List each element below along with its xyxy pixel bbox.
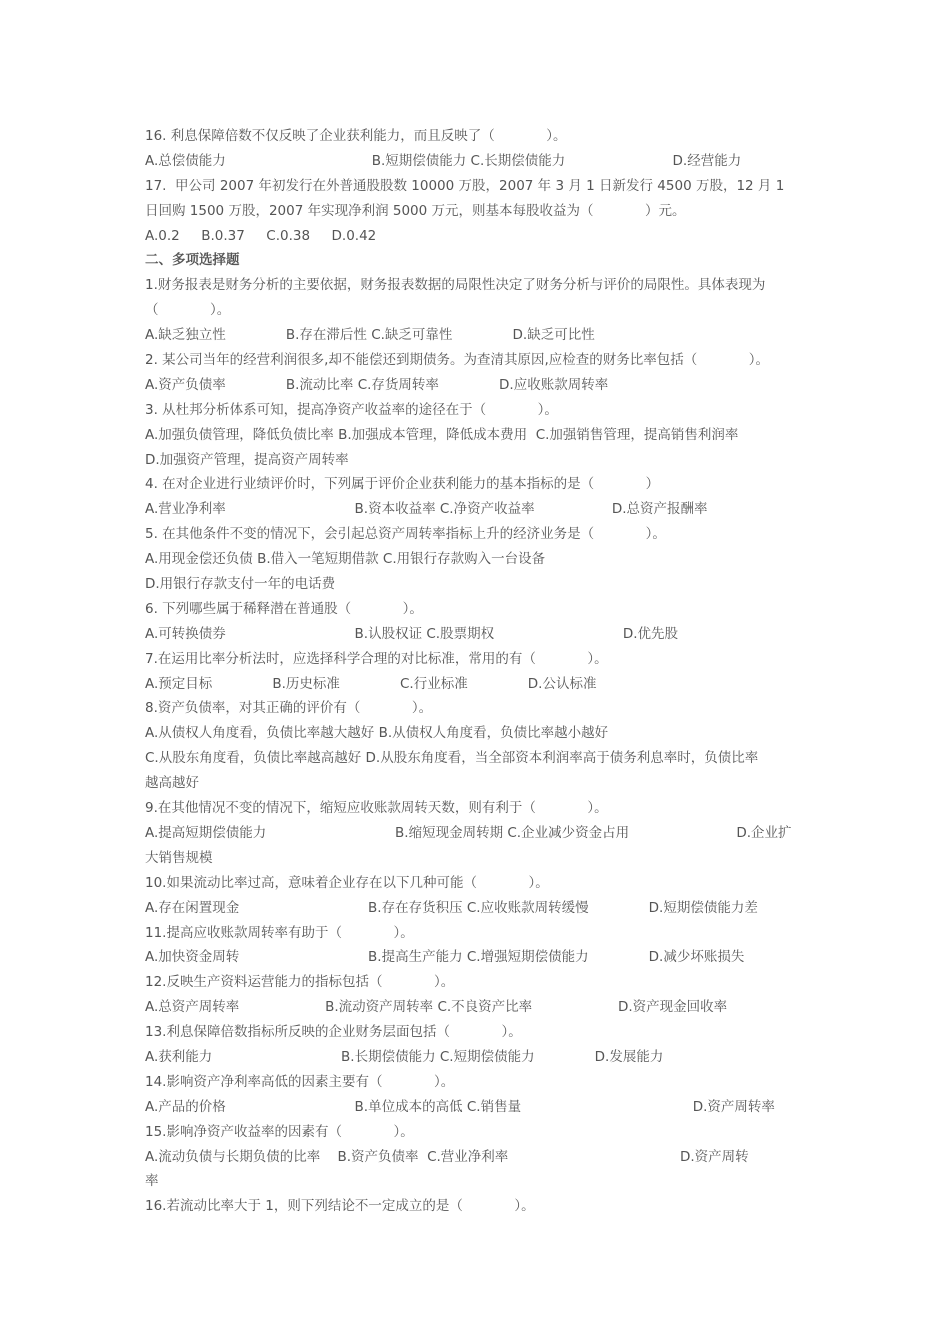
mc-question-7-stem: 7.在运用比率分析法时，应选择科学合理的对比标准，常用的有（ ）。 (145, 650, 608, 667)
mc-question-11-options: A.加快资金周转 B.提高生产能力 C.增强短期偿债能力 D.减少坏账损失 (145, 949, 745, 966)
mc-question-2-stem: 2. 某公司当年的经营利润很多,却不能偿还到期债务。为查清其原因,应检查的财务比率包括（ ）。 (145, 352, 769, 369)
mc-question-1-stem-cont: （ ）。 (145, 302, 231, 319)
mc-question-6-options: A.可转换债券 B.认股权证 C.股票期权 D.优先股 (145, 625, 679, 642)
question-16-stem: 16. 利息保障倍数不仅反映了企业获利能力，而且反映了（ ）。 (145, 128, 567, 144)
question-17-options: A.0.2 B.0.37 C.0.38 D.0.42 (145, 227, 377, 244)
mc-question-5-stem: 5. 在其他条件不变的情况下，会引起总资产周转率指标上升的经济业务是（ ）。 (145, 526, 666, 543)
mc-question-3-stem: 3. 从杜邦分析体系可知，提高净资产收益率的途径在于（ ）。 (145, 401, 558, 418)
mc-question-7-options: A.预定目标 B.历史标准 C.行业标准 D.公认标准 (145, 675, 597, 692)
mc-question-11-stem: 11.提高应收账款周转率有助于（ ）。 (145, 924, 414, 941)
mc-question-9-options-cont: 大销售规模 (145, 849, 213, 866)
mc-question-8-stem: 8.资产负债率，对其正确的评价有（ ）。 (145, 700, 433, 717)
mc-question-14-stem: 14.影响资产净利率高低的因素主要有（ ）。 (145, 1073, 455, 1090)
mc-question-6-stem: 6. 下列哪些属于稀释潜在普通股（ ）。 (145, 600, 423, 617)
mc-question-8-options: A.从债权人角度看，负债比率越大越好 B.从债权人角度看，负债比率越小越好 (145, 725, 609, 742)
mc-question-9-options: A.提高短期偿债能力 B.缩短现金周转期 C.企业减少资金占用 D.企业扩 (145, 824, 792, 841)
mc-question-5-options-cont: D.用银行存款支付一年的电话费 (145, 576, 336, 593)
mc-question-10-stem: 10.如果流动比率过高，意味着企业存在以下几种可能（ ）。 (145, 874, 549, 891)
mc-question-12-options: A.总资产周转率 B.流动资产周转率 C.不良资产比率 D.资产现金回收率 (145, 999, 728, 1016)
mc-question-10-options: A.存在闲置现金 B.存在存货积压 C.应收账款周转缓慢 D.短期偿债能力差 (145, 899, 758, 916)
mc-question-12-stem: 12.反映生产资料运营能力的指标包括（ ）。 (145, 974, 455, 991)
mc-question-3-options: A.加强负债管理，降低负债比率 B.加强成本管理，降低成本费用 C.加强销售管理，提高销售利润率 (145, 426, 739, 443)
mc-question-4-options: A.营业净利率 B.资本收益率 C.净资产收益率 D.总资产报酬率 (145, 501, 708, 518)
section-heading-multiple-choice: 二、多项选择题 (145, 252, 240, 269)
mc-question-8-options-cont-2: 越高越好 (145, 775, 199, 792)
mc-question-5-options: A.用现金偿还负债 B.借入一笔短期借款 C.用银行存款购入一台设备 (145, 551, 546, 568)
question-17-stem: 17. 甲公司 2007 年初发行在外普通股股数 10000 万股，2007 年 3 月 1 日新发行 4500 万股，12 月 1 (145, 177, 785, 194)
mc-question-2-options: A.资产负债率 B.流动比率 C.存货周转率 D.应收账款周转率 (145, 376, 609, 393)
mc-question-1-stem: 1.财务报表是财务分析的主要依据，财务报表数据的局限性决定了财务分析与评价的局限性。具体表现为 (145, 277, 766, 294)
document-content (145, 124, 810, 1219)
mc-question-13-options: A.获利能力 B.长期偿债能力 C.短期偿债能力 D.发展能力 (145, 1048, 664, 1065)
mc-question-9-stem: 9.在其他情况不变的情况下，缩短应收账款周转天数，则有利于（ ）。 (145, 800, 608, 817)
mc-question-1-options: A.缺乏独立性 B.存在滞后性 C.缺乏可靠性 D.缺乏可比性 (145, 327, 595, 344)
question-16-options: A.总偿债能力 B.短期偿债能力 C.长期偿债能力 D.经营能力 (145, 152, 742, 169)
mc-question-4-stem: 4. 在对企业进行业绩评价时，下列属于评价企业获利能力的基本指标的是（ ） (145, 476, 660, 493)
mc-question-8-options-cont: C.从股东角度看，负债比率越高越好 D.从股东角度看，当全部资本利润率高于债务利息率时，负债比率 (145, 750, 759, 767)
mc-question-3-options-cont: D.加强资产管理，提高资产周转率 (145, 451, 349, 468)
mc-question-14-options: A.产品的价格 B.单位成本的高低 C.销售量 D.资产周转率 (145, 1098, 775, 1115)
mc-question-15-options: A.流动负债与长期负债的比率 B.资产负债率 C.营业净利率 D.资产周转 (145, 1148, 749, 1165)
mc-question-16-stem: 16.若流动比率大于 1，则下列结论不一定成立的是（ ）。 (145, 1198, 535, 1215)
question-17-stem-cont: 日回购 1500 万股，2007 年实现净利润 5000 万元，则基本每股收益为（ ）元。 (145, 202, 686, 219)
mc-question-15-options-cont: 率 (145, 1173, 159, 1190)
mc-question-13-stem: 13.利息保障倍数指标所反映的企业财务层面包括（ ）。 (145, 1024, 522, 1041)
mc-question-15-stem: 15.影响净资产收益率的因素有（ ）。 (145, 1123, 414, 1140)
